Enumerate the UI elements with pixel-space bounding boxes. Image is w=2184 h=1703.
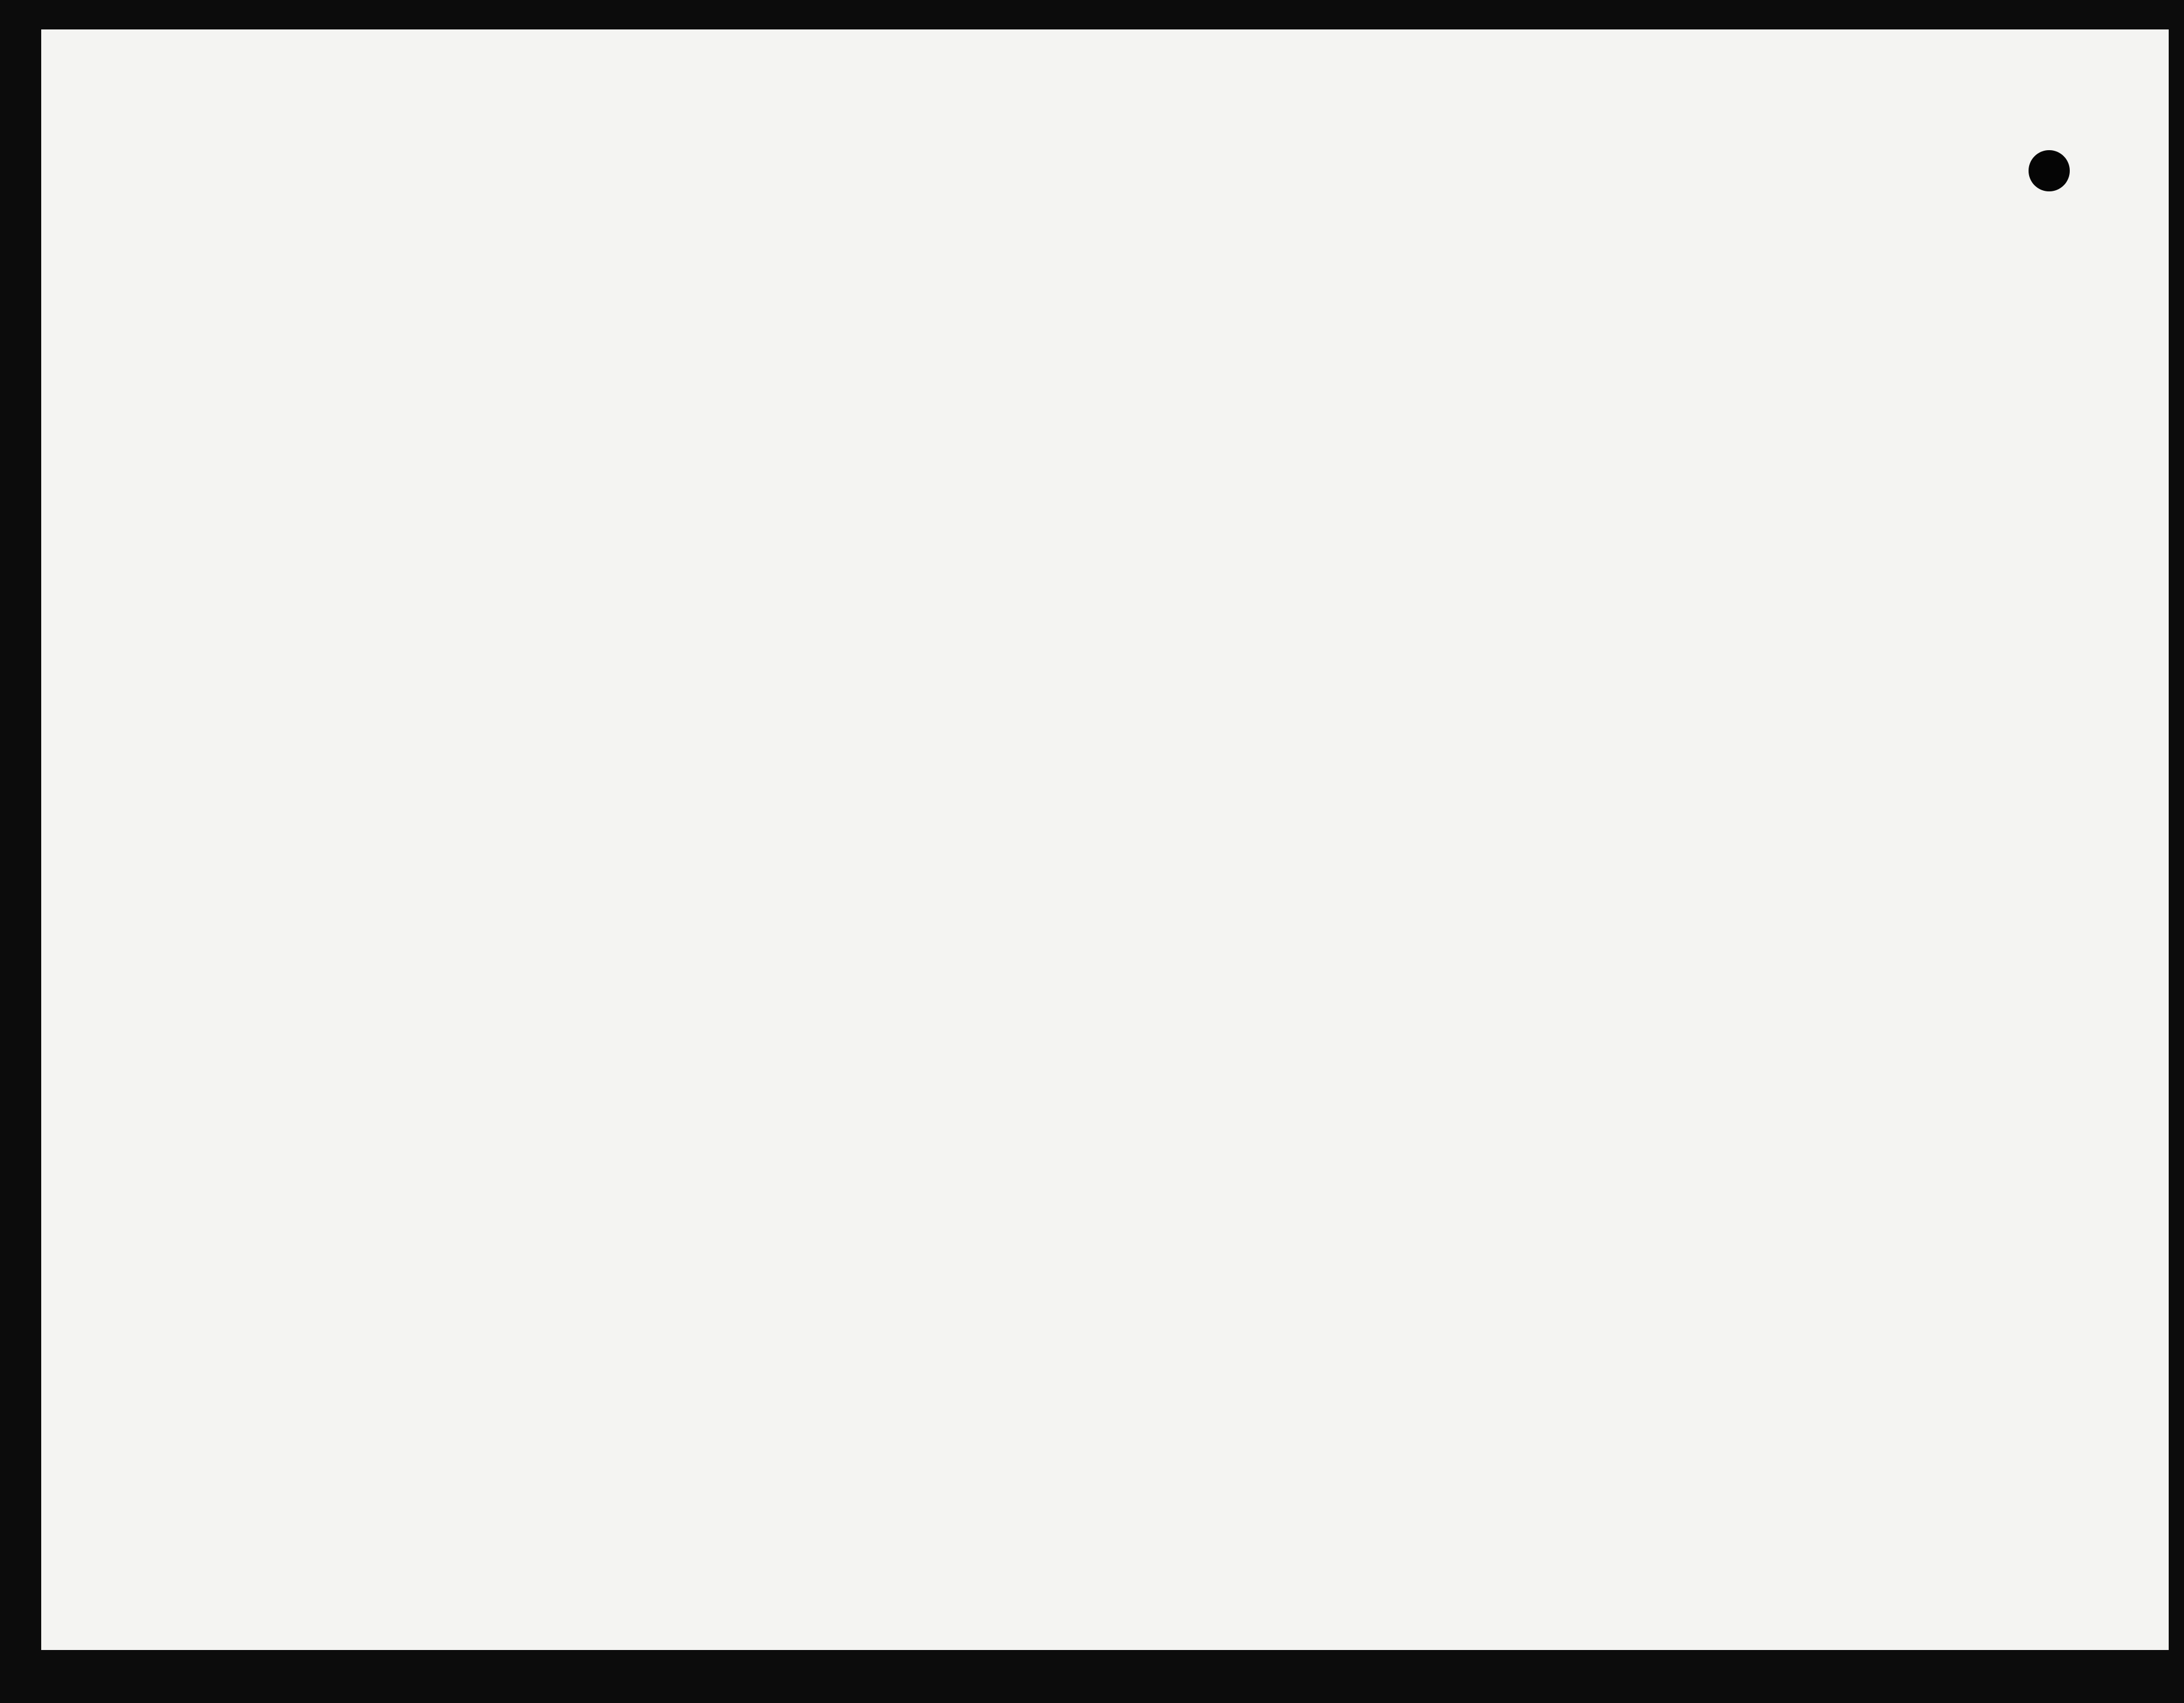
scan-border-top xyxy=(0,0,2184,29)
ink-blot xyxy=(2029,150,2070,191)
scan-border-right xyxy=(2169,0,2184,1703)
scan-border-left xyxy=(0,0,41,1703)
scan-border-bottom xyxy=(0,1650,2184,1703)
